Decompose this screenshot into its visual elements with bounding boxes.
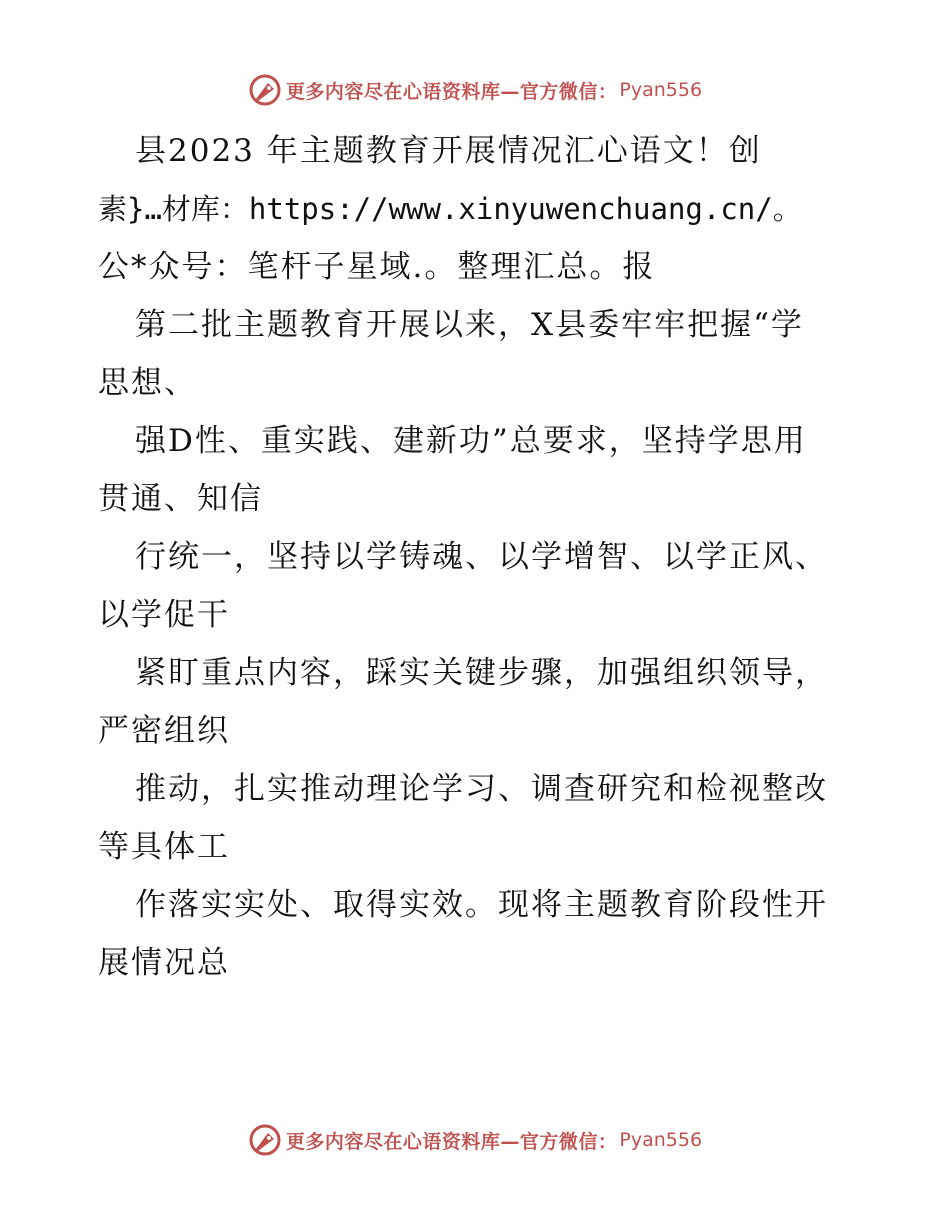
body-line: 展情况总 [98, 945, 230, 981]
pen-nib-logo-icon [248, 1123, 282, 1157]
pen-nib-logo-icon [248, 73, 282, 107]
body-line: 强D性、重实践、建新功”总要求，坚持学思用 [135, 423, 807, 459]
body-line: 县2023 年主题教育开展情况汇心语文！创 [135, 133, 762, 169]
body-line: 作落实实处、取得实效。现将主题教育阶段性开 [135, 887, 828, 923]
body-line: 思想、 [98, 365, 197, 401]
body-line: 公*众号：笔杆子星域.。整理汇总。报 [98, 249, 656, 285]
footer-banner-text: 更多内容尽在心语资料库—官方微信： [285, 1130, 618, 1153]
footer-banner [0, 1120, 950, 1160]
footer-wechat-id: Pyan556 [619, 1129, 703, 1151]
document-body [98, 122, 888, 992]
body-line: 第二批主题教育开展以来，X县委牢牢把握“学 [135, 307, 804, 343]
header-banner-text: 更多内容尽在心语资料库—官方微信： [285, 80, 618, 103]
body-line: 行统一，坚持以学铸魂、以学增智、以学正风、 [135, 539, 828, 575]
header-banner [0, 70, 950, 110]
body-line: 素}…材库：https://www.xinyuwenchuang.cn/。 [98, 192, 802, 226]
body-line: 贯通、知信 [98, 481, 263, 517]
header-wechat-id: Pyan556 [619, 79, 703, 101]
body-line: 以学促干 [98, 597, 230, 633]
body-line: 推动，扎实推动理论学习、调查研究和检视整改 [135, 771, 828, 807]
body-line: 紧盯重点内容，踩实关键步骤，加强组织领导， [135, 655, 828, 691]
body-line: 等具体工 [98, 829, 230, 865]
body-line: 严密组织 [98, 713, 230, 749]
